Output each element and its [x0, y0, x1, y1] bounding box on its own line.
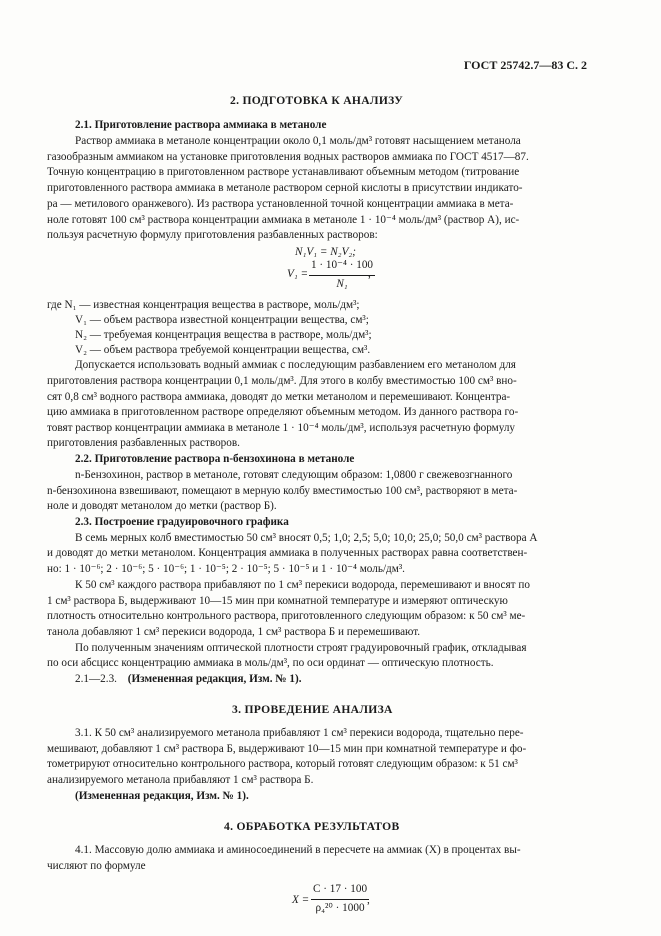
- fraction-denominator: ρ₄²⁰ · 1000: [315, 901, 365, 914]
- text-line: К 50 см³ каждого раствора прибавляют по 1 см³ перекиси водорода, перемешивают и вносят по: [75, 579, 530, 591]
- definition-line: N₂ — требуемая концентрация вещества в растворе, моль/дм³;: [75, 329, 372, 341]
- text-line: приготовления раствора концентрации 0,1 моль/дм³. Для этого в колбу вместимостью 100 см³ вно-: [47, 375, 517, 387]
- text-line: цию аммиака в приготовленном растворе определяют объемным методом. Из данного раствора го-: [47, 406, 519, 418]
- definition-line: V₁ — объем раствора известной концентрации вещества, см³;: [75, 314, 369, 326]
- text-line: анализируемого метанола прибавляют 1 см³ раствора Б.: [47, 774, 314, 786]
- text-line: приготовленного раствора аммиака в метаноле раствором серной кислоты в присутствии индикато-: [47, 182, 523, 194]
- formula-n1v1: N₁V₁ = N₂V₂;: [295, 246, 357, 258]
- text-line: 1 см³ раствора Б, выдерживают 10—15 мин при комнатной температуре и измеряют оптическую: [47, 595, 508, 607]
- text-line: мешивают, добавляют 1 см³ раствора Б, выдерживают 10—15 мин при комнатной температуре и фо-: [47, 743, 527, 755]
- subsection-2-1-heading: 2.1. Приготовление раствора аммиака в метаноле: [75, 119, 327, 131]
- text-line: тометрируют относительно контрольного раствора, который готовят следующим образом: к 51 см³: [47, 758, 518, 770]
- text-line: Раствор аммиака в метаноле концентрации около 0,1 моль/дм³ готовят насыщением метанола: [75, 135, 521, 147]
- text-line: числяют по формуле: [47, 860, 146, 872]
- subsection-2-2-heading: 2.2. Приготовление раствора n-бензохинона в метаноле: [75, 453, 355, 465]
- text-line: В семь мерных колб вместимостью 50 см³ вносят 0,5; 1,0; 2,5; 5,0; 10,0; 25,0; 50,0 см³ раствора А: [75, 532, 538, 544]
- text-line: n-бензохинона взвешивают, помещают в мерную колбу вместимостью 100 см³, растворяют в мета-: [47, 485, 518, 497]
- amendment-note-3: (Измененная редакция, Изм. № 1).: [75, 790, 249, 802]
- text-line: плотность относительно контрольного раствора, приготовленного следующим образом: к 50 см³ ме-: [47, 610, 526, 622]
- formula-lhs: V₁ =: [287, 268, 309, 280]
- text-line: n-Бензохинон, раствор в метаноле, готовят следующим образом: 1,0800 г свежевозгнанного: [75, 469, 513, 481]
- text-line: Допускается использовать водный аммиак с последующим разбавлением его метанолом для: [75, 359, 516, 371]
- text-line: ра — метилового оранжевого). Из раствора установленной точной концентрации аммиака в мета-: [47, 198, 514, 210]
- text-line: 3.1. К 50 см³ анализируемого метанола прибавляют 1 см³ перекиси водорода, тщательно пере-: [75, 727, 524, 739]
- text-line: приготовления разбавленных растворов.: [47, 437, 240, 449]
- definition-line: V₂ — объем раствора требуемой концентрации вещества, см³.: [75, 344, 371, 356]
- section-4-title: 4. ОБРАБОТКА РЕЗУЛЬТАТОВ: [224, 820, 400, 833]
- section-3-title: 3. ПРОВЕДЕНИЕ АНАЛИЗА: [232, 703, 393, 716]
- formula-fraction: [309, 258, 375, 292]
- text-line: но: 1 · 10⁻⁶; 2 · 10⁻⁶; 5 · 10⁻⁶; 1 · 10⁻⁵; 2 · 10⁻⁵; 5 · 10⁻⁵ и 1 · 10⁻⁴ моль/дм³.: [47, 563, 405, 575]
- fraction-numerator: C · 17 · 100: [311, 882, 369, 900]
- formula-tail: ,: [368, 268, 371, 280]
- text-line: и доводят до метки метанолом. Концентрация аммиака в полученных растворах равна соответствен-: [47, 547, 528, 559]
- text-line: Точную концентрацию в приготовленном растворе устанавливают объемным методом (титрование: [47, 166, 520, 178]
- formula-tail: ,: [367, 894, 370, 906]
- text-line: пользуя расчетную формулу приготовления разбавленных растворов:: [47, 229, 378, 241]
- fraction-denominator: N₁: [336, 277, 348, 290]
- text-line: по оси абсцисс концентрацию аммиака в моль/дм³, по оси ординат — оптическую плотность.: [47, 657, 494, 669]
- fraction-numerator: 1 · 10⁻⁴ · 100: [309, 258, 375, 276]
- text-line: ноле и доводят метанолом до метки (раствор Б).: [47, 500, 277, 512]
- text-line: танола добавляют 1 см³ перекиси водорода, 1 см³ раствора Б и перемешивают.: [47, 626, 421, 638]
- formula-fraction: [311, 882, 369, 916]
- text-line: газообразным аммиаком на установке приготовления водных растворов аммиака по ГОСТ 4517—87.: [47, 151, 529, 163]
- text-line: ноле готовят 100 см³ раствора концентрации аммиака в метаноле 1 · 10⁻⁴ моль/дм³ (раствор А), ис-: [47, 214, 520, 226]
- text-line: товят раствор концентрации аммиака в метаноле 1 · 10⁻⁴ моль/дм³, используя расчетную формулу: [47, 422, 516, 434]
- formula-lhs: X =: [292, 894, 310, 906]
- amendment-text: (Измененная редакция, Изм. № 1).: [127, 673, 302, 685]
- text-line: 4.1. Массовую долю аммиака и аминосоединений в пересчете на аммиак (X) в процентах вы-: [75, 844, 521, 856]
- amendment-ref: 2.1—2.3.: [75, 673, 117, 685]
- text-line: По полученным значениям оптической плотности строят градуировочный график, откладывая: [75, 642, 527, 654]
- page-header: ГОСТ 25742.7—83 С. 2: [463, 58, 587, 72]
- section-2-title: 2. ПОДГОТОВКА К АНАЛИЗУ: [230, 94, 404, 107]
- amendment-note-2: [75, 672, 302, 688]
- text-line: сят 0,8 см³ водного раствора аммиака, доводят до метки метанолом и перемешивают. Концентра-: [47, 391, 511, 403]
- definition-line: где N₁ — известная концентрация вещества в растворе, моль/дм³;: [47, 299, 360, 311]
- subsection-2-3-heading: 2.3. Построение градуировочного графика: [75, 516, 289, 528]
